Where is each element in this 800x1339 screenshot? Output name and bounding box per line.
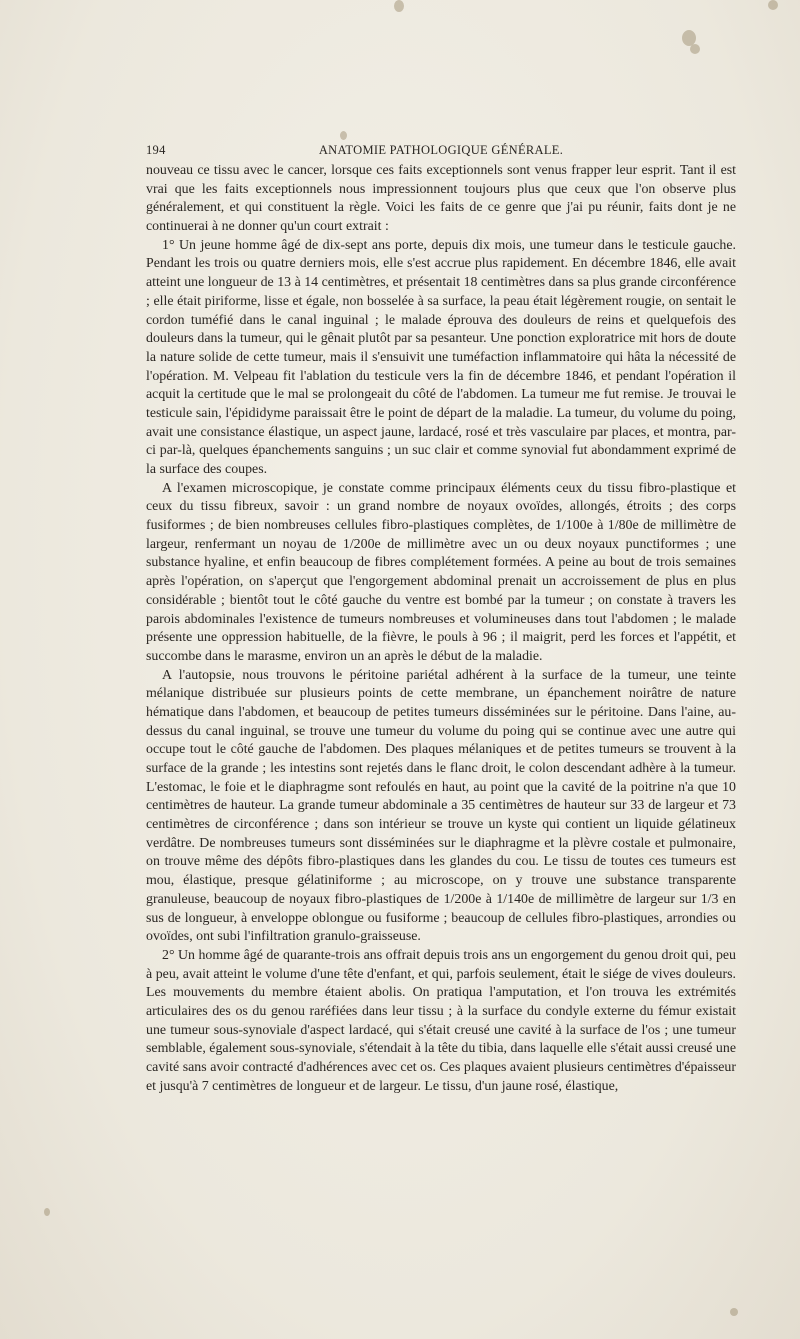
running-header <box>146 143 736 163</box>
running-title: ANATOMIE PATHOLOGIQUE GÉNÉRALE. <box>318 143 564 157</box>
page-number: 194 <box>146 143 166 157</box>
paper-stain <box>394 0 404 12</box>
paper-stain <box>690 44 700 54</box>
paragraph-case-1: 1° Un jeune homme âgé de dix-sept ans porte, depuis dix mois, une tumeur dans le testicule gauche. Pendant les trois ou quatre derniers mois, elle s'est accrue plus rapidement. En décembre 1846, elle avait atteint une longueur de 13 à 14 centimètres, et présentait 18 centimètres dans sa plus grande circonférence ; elle était piriforme, lisse et égale, non bosselée à sa surface, la peau était légèrement rougie, on sentait le cordon tuméfié dans le canal inguinal ; le malade éprouva des douleurs de reins et quelquefois des douleurs dans la tumeur, qui le gênait plutôt par sa pesanteur. Une ponction exploratrice mit hors de doute la nature solide de cette tumeur, mais il s'ensuivit une tuméfaction inflammatoire qui hâta la nécessité de l'opération. M. Velpeau fit l'ablation du testicule vers la fin de décembre 1846, et pendant l'opération il acquit la certitude que le mal se prolongeait du côté de l'abdomen. La tumeur me fut remise. Je trouvai le testicule sain, l'épididyme paraissait être le point de départ de la maladie. La tumeur, du volume du poing, avait une consistance élastique, un aspect jaune, lardacé, rosé et très vasculaire par places, et montra, par-ci par-là, quelques épanchements sanguins ; un suc clair et comme synovial fut abondamment exprimé de la surface des coupes. <box>146 237 736 477</box>
paper-stain <box>44 1208 50 1216</box>
paper-stain <box>768 0 778 10</box>
paragraph-case-2: 2° Un homme âgé de quarante-trois ans offrait depuis trois ans un engorgement du genou droit qui, peu à peu, avait atteint le volume d'une tête d'enfant, et qui, parfois seulement, était le siége de vives douleurs. Les mouvements du membre étaient abolis. On pratiqua l'amputation, et l'on trouva les extrémités articulaires des os du genou raréfiées dans leur tissu ; à la surface du condyle externe du fémur existait une tumeur sous-synoviale d'aspect lardacé, qui s'était creusé une cavité à la surface de l'os ; une tumeur semblable, également sous-synoviale, s'étendait à la tête du tibia, dans laquelle elle s'était aussi creusé une cavité sans avoir contracté d'adhérences avec cet os. Ces plaques avaient plusieurs centimètres d'épaisseur et jusqu'à 7 centimètres de longueur et de largeur. Le tissu, d'un jaune rosé, élastique, <box>146 947 736 1094</box>
paragraph-microscopic-exam: A l'examen microscopique, je constate comme principaux éléments ceux du tissu fibro-plastique et ceux du tissu fibreux, savoir : un grand nombre de noyaux ovoïdes, allongés, étroits ; des corps fusiformes ; de bien nombreuses cellules fibro-plastiques complètes, de 1/100e à 1/80e de millimètre de largeur, renfermant un noyau de 1/200e de millimètre avec un ou deux noyaux punctiformes ; une substance hyaline, et enfin beaucoup de fibres complétement formées. A peine au bout de trois semaines après l'opération, on s'aperçut que l'engorgement abdominal prenait un accroissement de plus en plus considérable ; bientôt tout le côté gauche du ventre est bombé par la tumeur ; on constate à travers les parois abdominales l'existence de tumeurs nombreuses et volumineuses dans tout l'abdomen ; le malade présente une oppression habituelle, de la fièvre, le pouls à 96 ; il maigrit, perd les forces et l'appétit, et succombe dans le marasme, environ un an après le début de la maladie. <box>146 480 736 664</box>
paper-stain <box>340 131 347 140</box>
paragraph-continuation: nouveau ce tissu avec le cancer, lorsque ces faits exceptionnels sont venus frapper leur esprit. Tant il est vrai que les faits exceptionnels nous impressionnent toujours plus que ceux que l'on observe plus généralement, et qui constituent la règle. Voici les faits de ce genre que j'ai pu réunir, faits dont je ne continuerai à ne donner qu'un court extrait : <box>146 163 736 235</box>
paragraph-autopsy: A l'autopsie, nous trouvons le péritoine pariétal adhérent à la surface de la tumeur, une teinte mélanique distribuée sur plusieurs points de cette membrane, un épanchement noirâtre de nature hématique dans l'abdomen, et beaucoup de petites tumeurs disséminées sur le péritoine. Dans l'aine, au-dessus du canal inguinal, se trouve une tumeur du volume du poing qui se continue avec une autre qui occupe tout le côté gauche de l'abdomen. Des plaques mélaniques et de petites tumeurs se trouvent à la surface de la grande ; les intestins sont rejetés dans le flanc droit, le colon descendant adhère à la tumeur. L'estomac, le foie et le diaphragme sont refoulés en haut, au point que la cavité de la poitrine n'a que 10 centimètres de hauteur. La grande tumeur abdominale a 35 centimètres de hauteur sur 33 de largeur et 73 centimètres de circonférence ; dans son intérieur se trouve un kyste qui contient un liquide gélatineux verdâtre. De nombreuses tumeurs sont disséminées sur le diaphragme et la plèvre costale et pulmonaire, on trouve même des dépôts fibro-plastiques dans les glandes du cou. Le tissu de toutes ces tumeurs est mou, élastique, presque gélatiniforme ; au microscope, on y trouve une substance transparente granuleuse, beaucoup de noyaux fibro-plastiques de 1/200e à 1/140e de millimètre de largeur sur 1/3 en sus de longueur, à enveloppe oblongue ou fusiforme ; beaucoup de cellules fibro-plastiques, arrondies ou ovoïdes, ont subi l'infiltration granulo-graisseuse. <box>146 667 736 945</box>
paper-stain <box>730 1308 738 1316</box>
body-text <box>146 162 736 1096</box>
